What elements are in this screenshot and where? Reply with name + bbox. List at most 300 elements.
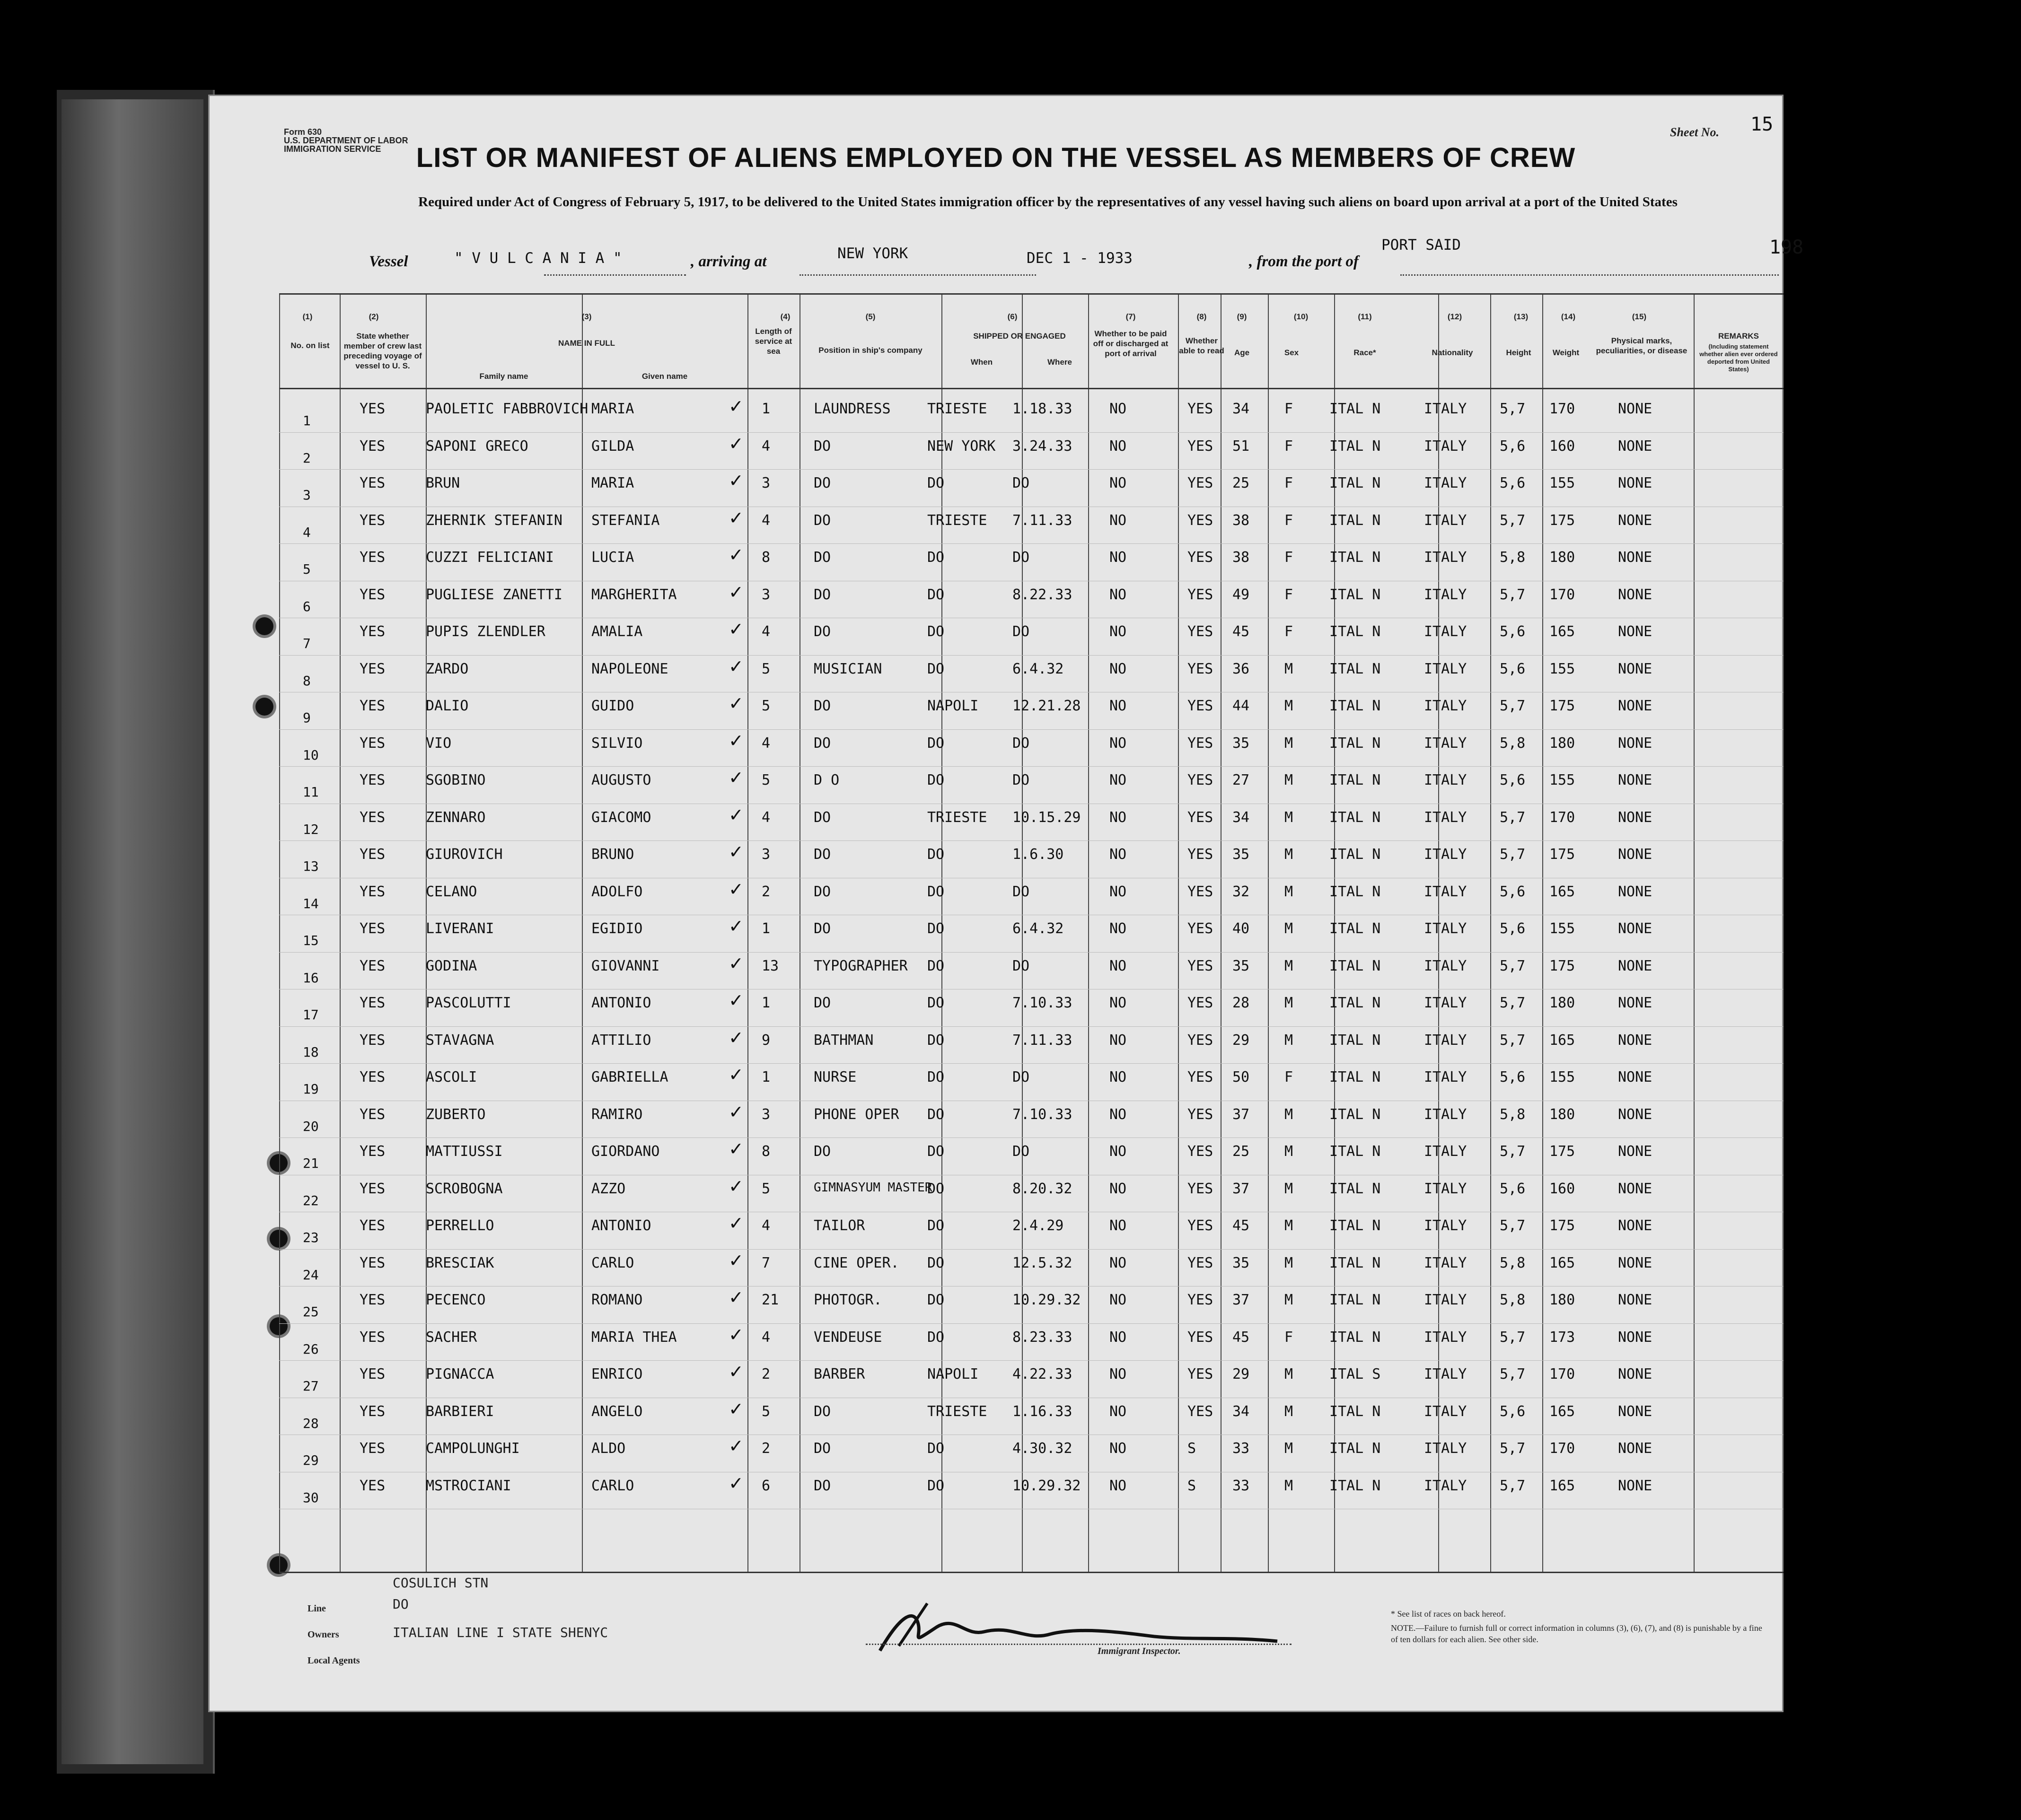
cell-age: 50 — [1232, 1069, 1250, 1085]
cell-prev: YES — [360, 1180, 386, 1197]
cell-nat: ITALY — [1424, 735, 1467, 752]
row-number: 11 — [303, 784, 319, 800]
sheet-number: 15 — [1750, 114, 1774, 135]
cell-where: DO — [927, 623, 945, 640]
cell-position: DO — [814, 809, 831, 826]
cell-age: 44 — [1232, 698, 1250, 714]
cell-given: MARIA THEA — [591, 1329, 677, 1346]
cell-where: NAPOLI — [927, 1366, 979, 1382]
cell-read: YES — [1187, 586, 1213, 603]
cell-race: ITAL N — [1329, 1069, 1381, 1085]
cell-height: 5,6 — [1500, 920, 1526, 937]
cell-prev: YES — [360, 920, 386, 937]
col-num: (4) — [780, 312, 791, 321]
check-mark: ✓ — [729, 767, 744, 788]
cell-race: ITAL N — [1329, 512, 1381, 529]
cell-sex: M — [1284, 735, 1293, 752]
cell-age: 34 — [1232, 1403, 1250, 1420]
cell-nat: ITALY — [1424, 698, 1467, 714]
back-page-strip — [62, 99, 203, 1764]
cell-height: 5,6 — [1500, 883, 1526, 900]
cell-weight: 180 — [1549, 1106, 1575, 1123]
cell-paid: NO — [1109, 1143, 1127, 1160]
cell-weight: 175 — [1549, 1143, 1575, 1160]
cell-prev: YES — [360, 549, 386, 566]
cell-age: 40 — [1232, 920, 1250, 937]
check-mark: ✓ — [729, 804, 744, 825]
cell-marks: NONE — [1618, 623, 1652, 640]
cell-position: DO — [814, 995, 831, 1011]
cell-family: CUZZI FELICIANI — [426, 549, 554, 566]
cell-given: AMALIA — [591, 623, 643, 640]
cell-weight: 165 — [1549, 1403, 1575, 1420]
cell-when: 10.15.29 — [1012, 809, 1081, 826]
cell-given: RAMIRO — [591, 1106, 643, 1123]
cell-when: 1.18.33 — [1012, 401, 1072, 417]
cell-paid: NO — [1109, 586, 1127, 603]
cell-paid: NO — [1109, 1106, 1127, 1123]
department: U.S. DEPARTMENT OF LABOR — [284, 136, 408, 145]
cell-weight: 160 — [1549, 1180, 1575, 1197]
col-header: When — [970, 358, 993, 367]
cell-when: DO — [1012, 1143, 1030, 1160]
col-header: NAME IN FULL — [558, 339, 615, 348]
check-mark: ✓ — [729, 1361, 744, 1382]
cell-position: DO — [814, 549, 831, 566]
cell-given: LUCIA — [591, 549, 634, 566]
cell-when: DO — [1012, 883, 1030, 900]
cell-prev: YES — [360, 1366, 386, 1382]
cell-sex: F — [1284, 475, 1293, 491]
cell-age: 45 — [1232, 623, 1250, 640]
cell-marks: NONE — [1618, 475, 1652, 491]
col-header: Age — [1234, 348, 1250, 357]
cell-family: GODINA — [426, 957, 477, 974]
arriving-port: NEW YORK — [837, 245, 908, 262]
cell-race: ITAL N — [1329, 957, 1381, 974]
cell-prev: YES — [360, 1477, 386, 1494]
cell-paid: NO — [1109, 512, 1127, 529]
cell-service: 5 — [762, 698, 771, 714]
cell-family: PERRELLO — [426, 1217, 494, 1234]
col-num: (5) — [865, 312, 876, 321]
cell-position: DO — [814, 1440, 831, 1457]
check-mark: ✓ — [729, 1027, 744, 1048]
row-rule — [279, 1063, 1784, 1064]
check-mark: ✓ — [729, 841, 744, 862]
cell-service: 8 — [762, 1143, 771, 1160]
cell-given: MARGHERITA — [591, 586, 677, 603]
cell-when: 7.11.33 — [1012, 512, 1072, 529]
cell-service: 3 — [762, 586, 771, 603]
cell-height: 5,8 — [1500, 735, 1526, 752]
row-number: 2 — [303, 450, 311, 466]
cell-position: MUSICIAN — [814, 660, 882, 677]
cell-service: 1 — [762, 920, 771, 937]
row-number: 9 — [303, 710, 311, 726]
cell-where: DO — [927, 957, 945, 974]
check-mark: ✓ — [729, 1435, 744, 1456]
cell-race: ITAL N — [1329, 1292, 1381, 1308]
col-header: Physical marks, peculiarities, or disease — [1596, 336, 1687, 355]
cell-given: GABRIELLA — [591, 1069, 668, 1085]
cell-nat: ITALY — [1424, 623, 1467, 640]
cell-where: NAPOLI — [927, 698, 979, 714]
cell-prev: YES — [360, 1069, 386, 1085]
row-number: 24 — [303, 1267, 319, 1283]
cell-marks: NONE — [1618, 735, 1652, 752]
cell-sex: M — [1284, 809, 1293, 826]
cell-position: DO — [814, 698, 831, 714]
cell-paid: NO — [1109, 846, 1127, 863]
cell-age: 37 — [1232, 1180, 1250, 1197]
cell-family: SACHER — [426, 1329, 477, 1346]
cell-marks: NONE — [1618, 1106, 1652, 1123]
cell-service: 2 — [762, 1440, 771, 1457]
cell-prev: YES — [360, 772, 386, 788]
cell-marks: NONE — [1618, 846, 1652, 863]
cell-height: 5,7 — [1500, 957, 1526, 974]
col-num: (3) — [581, 312, 592, 321]
cell-when: 8.23.33 — [1012, 1329, 1072, 1346]
cell-family: ZARDO — [426, 660, 469, 677]
cell-paid: NO — [1109, 549, 1127, 566]
cell-given: ANTONIO — [591, 1217, 651, 1234]
cell-given: STEFANIA — [591, 512, 660, 529]
cell-when: 7.11.33 — [1012, 1032, 1072, 1049]
cell-where: DO — [927, 1217, 945, 1234]
cell-height: 5,7 — [1500, 401, 1526, 417]
cell-position: DO — [814, 883, 831, 900]
cell-read: S — [1187, 1440, 1196, 1457]
row-rule — [279, 729, 1784, 730]
cell-where: DO — [927, 1440, 945, 1457]
cell-weight: 155 — [1549, 475, 1575, 491]
cell-read: YES — [1187, 1217, 1213, 1234]
cell-when: 8.22.33 — [1012, 586, 1072, 603]
cell-service: 1 — [762, 401, 771, 417]
cell-read: YES — [1187, 809, 1213, 826]
arrival-date: DEC 1 - 1933 — [1027, 250, 1133, 267]
cell-sex: F — [1284, 549, 1293, 566]
cell-service: 3 — [762, 475, 771, 491]
cell-family: PUGLIESE ZANETTI — [426, 586, 562, 603]
cell-family: BRUN — [426, 475, 460, 491]
arriving-dotline — [800, 274, 1036, 276]
cell-position: DO — [814, 475, 831, 491]
cell-weight: 155 — [1549, 660, 1575, 677]
cell-nat: ITALY — [1424, 1254, 1467, 1271]
cell-family: LIVERANI — [426, 920, 494, 937]
page-subtitle: Required under Act of Congress of February 5, 1917, to be delivered to the United States immigration officer by the representatives of any vessel having such aliens on board upon arrival at a port of the United States — [418, 194, 1678, 210]
cell-age: 38 — [1232, 549, 1250, 566]
cell-race: ITAL N — [1329, 549, 1381, 566]
cell-family: BARBIERI — [426, 1403, 494, 1420]
cell-age: 49 — [1232, 586, 1250, 603]
cell-nat: ITALY — [1424, 1440, 1467, 1457]
cell-when: DO — [1012, 957, 1030, 974]
cell-read: YES — [1187, 1032, 1213, 1049]
cell-prev: YES — [360, 586, 386, 603]
cell-height: 5,7 — [1500, 512, 1526, 529]
cell-race: ITAL N — [1329, 438, 1381, 455]
cell-marks: NONE — [1618, 660, 1652, 677]
page-title: LIST OR MANIFEST OF ALIENS EMPLOYED ON THE VESSEL AS MEMBERS OF CREW — [416, 142, 1576, 173]
cell-age: 45 — [1232, 1329, 1250, 1346]
cell-height: 5,7 — [1500, 1440, 1526, 1457]
col-num: (8) — [1196, 312, 1207, 321]
cell-height: 5,7 — [1500, 1143, 1526, 1160]
cell-sex: F — [1284, 401, 1293, 417]
cell-paid: NO — [1109, 1032, 1127, 1049]
row-rule — [279, 1026, 1784, 1027]
check-mark: ✓ — [729, 990, 744, 1011]
cell-sex: M — [1284, 1440, 1293, 1457]
cell-prev: YES — [360, 1217, 386, 1234]
cell-marks: NONE — [1618, 512, 1652, 529]
cell-race: ITAL N — [1329, 586, 1381, 603]
cell-when: DO — [1012, 772, 1030, 788]
cell-position: D O — [814, 772, 840, 788]
cell-marks: NONE — [1618, 1329, 1652, 1346]
cell-when: 1.6.30 — [1012, 846, 1064, 863]
col-rule — [340, 295, 341, 1572]
cell-height: 5,6 — [1500, 475, 1526, 491]
cell-age: 35 — [1232, 735, 1250, 752]
cell-nat: ITALY — [1424, 660, 1467, 677]
col-header: State whether member of crew last preceding voyage of vessel to U. S. — [343, 332, 422, 370]
row-rule — [279, 840, 1784, 841]
cell-marks: NONE — [1618, 1143, 1652, 1160]
cell-read: YES — [1187, 1254, 1213, 1271]
cell-position: PHOTOGR. — [814, 1292, 882, 1308]
cell-prev: YES — [360, 846, 386, 863]
cell-when: 4.22.33 — [1012, 1366, 1072, 1382]
cell-height: 5,7 — [1500, 698, 1526, 714]
cell-prev: YES — [360, 512, 386, 529]
cell-height: 5,7 — [1500, 809, 1526, 826]
cell-paid: NO — [1109, 1069, 1127, 1085]
cell-read: YES — [1187, 883, 1213, 900]
cell-marks: NONE — [1618, 809, 1652, 826]
cell-weight: 175 — [1549, 957, 1575, 974]
cell-marks: NONE — [1618, 1292, 1652, 1308]
row-rule — [279, 655, 1784, 656]
cell-where: DO — [927, 995, 945, 1011]
cell-family: PIGNACCA — [426, 1366, 494, 1382]
cell-when: 2.4.29 — [1012, 1217, 1064, 1234]
vessel-dotline — [544, 274, 686, 276]
col-header: Height — [1506, 348, 1531, 357]
col-num: (6) — [1007, 312, 1018, 321]
cell-when: 7.10.33 — [1012, 995, 1072, 1011]
col-header: Whether able to read — [1179, 336, 1224, 355]
cell-height: 5,6 — [1500, 623, 1526, 640]
row-rule — [279, 1249, 1784, 1250]
vessel-line — [369, 236, 1804, 274]
cell-when: 6.4.32 — [1012, 660, 1064, 677]
check-mark: ✓ — [729, 1398, 744, 1419]
cell-height: 5,8 — [1500, 549, 1526, 566]
cell-paid: NO — [1109, 660, 1127, 677]
cell-age: 32 — [1232, 883, 1250, 900]
cell-read: YES — [1187, 1403, 1213, 1420]
cell-position: DO — [814, 735, 831, 752]
cell-given: ATTILIO — [591, 1032, 651, 1049]
cell-paid: NO — [1109, 1292, 1127, 1308]
cell-sex: M — [1284, 1477, 1293, 1494]
col-num: (12) — [1447, 312, 1462, 321]
cell-nat: ITALY — [1424, 883, 1467, 900]
cell-when: 4.30.32 — [1012, 1440, 1072, 1457]
cell-family: VIO — [426, 735, 452, 752]
row-number: 1 — [303, 413, 311, 429]
remarks-subheader: (Including statement whether alien ever ordered deported from United States) — [1699, 343, 1778, 373]
cell-paid: NO — [1109, 475, 1127, 491]
cell-when: 3.24.33 — [1012, 438, 1072, 455]
cell-where: DO — [927, 1143, 945, 1160]
cell-read: YES — [1187, 772, 1213, 788]
cell-race: ITAL N — [1329, 846, 1381, 863]
cell-race: ITAL S — [1329, 1366, 1381, 1382]
arriving-label: , arriving at — [691, 253, 767, 270]
col-rule — [582, 295, 583, 1572]
cell-age: 35 — [1232, 846, 1250, 863]
row-number: 23 — [303, 1230, 319, 1245]
cell-family: CELANO — [426, 883, 477, 900]
cell-family: ZUBERTO — [426, 1106, 486, 1123]
cell-paid: NO — [1109, 1477, 1127, 1494]
col-header: Given name — [641, 372, 688, 381]
cell-service: 5 — [762, 1180, 771, 1197]
check-mark: ✓ — [729, 1287, 744, 1308]
cell-position: NURSE — [814, 1069, 857, 1085]
cell-service: 3 — [762, 1106, 771, 1123]
cell-race: ITAL N — [1329, 809, 1381, 826]
cell-position: DO — [814, 1143, 831, 1160]
cell-where: DO — [927, 1329, 945, 1346]
row-number: 5 — [303, 561, 311, 577]
cell-family: STAVAGNA — [426, 1032, 494, 1049]
cell-sex: M — [1284, 1143, 1293, 1160]
cell-weight: 165 — [1549, 623, 1575, 640]
cell-position: DO — [814, 623, 831, 640]
cell-family: MSTROCIANI — [426, 1477, 511, 1494]
cell-nat: ITALY — [1424, 995, 1467, 1011]
cell-weight: 173 — [1549, 1329, 1575, 1346]
cell-family: PUPIS ZLENDLER — [426, 623, 545, 640]
row-number: 19 — [303, 1081, 319, 1097]
cell-position: DO — [814, 438, 831, 455]
cell-position: DO — [814, 846, 831, 863]
cell-when: 12.21.28 — [1012, 698, 1081, 714]
col-header: Race* — [1353, 348, 1376, 357]
cell-where: DO — [927, 549, 945, 566]
cell-prev: YES — [360, 883, 386, 900]
cell-read: YES — [1187, 957, 1213, 974]
row-rule — [279, 469, 1784, 470]
cell-read: YES — [1187, 549, 1213, 566]
cell-nat: ITALY — [1424, 401, 1467, 417]
cell-height: 5,6 — [1500, 1069, 1526, 1085]
cell-given: MARIA — [591, 401, 634, 417]
cell-family: GIUROVICH — [426, 846, 503, 863]
cell-marks: NONE — [1618, 957, 1652, 974]
cell-paid: NO — [1109, 1180, 1127, 1197]
cell-race: ITAL N — [1329, 920, 1381, 937]
cell-sex: F — [1284, 512, 1293, 529]
cell-age: 45 — [1232, 1217, 1250, 1234]
inspector-dotline — [866, 1644, 1292, 1645]
cell-read: YES — [1187, 920, 1213, 937]
col-rule — [279, 295, 280, 1572]
cell-read: YES — [1187, 1180, 1213, 1197]
cell-service: 4 — [762, 1329, 771, 1346]
cell-paid: NO — [1109, 623, 1127, 640]
cell-age: 35 — [1232, 957, 1250, 974]
row-number: 13 — [303, 858, 319, 874]
cell-paid: NO — [1109, 883, 1127, 900]
cell-height: 5,8 — [1500, 1292, 1526, 1308]
row-number: 4 — [303, 524, 311, 540]
cell-weight: 155 — [1549, 772, 1575, 788]
cell-service: 7 — [762, 1254, 771, 1271]
cell-height: 5,8 — [1500, 1254, 1526, 1271]
cell-where: DO — [927, 920, 945, 937]
cell-family: SAPONI GRECO — [426, 438, 528, 455]
cell-family: DALIO — [426, 698, 469, 714]
row-number: 10 — [303, 747, 319, 763]
cell-position: VENDEUSE — [814, 1329, 882, 1346]
cell-when: DO — [1012, 623, 1030, 640]
cell-nat: ITALY — [1424, 549, 1467, 566]
cell-nat: ITALY — [1424, 772, 1467, 788]
cell-nat: ITALY — [1424, 1329, 1467, 1346]
cell-given: ENRICO — [591, 1366, 643, 1382]
cell-prev: YES — [360, 1292, 386, 1308]
cell-where: DO — [927, 1032, 945, 1049]
cell-where: DO — [927, 772, 945, 788]
row-rule — [279, 1323, 1784, 1324]
cell-marks: NONE — [1618, 772, 1652, 788]
cell-age: 27 — [1232, 772, 1250, 788]
cell-nat: ITALY — [1424, 1069, 1467, 1085]
check-mark: ✓ — [729, 1250, 744, 1271]
cell-marks: NONE — [1618, 438, 1652, 455]
cell-nat: ITALY — [1424, 586, 1467, 603]
cell-weight: 180 — [1549, 735, 1575, 752]
col-header: Length of service at sea — [755, 327, 792, 356]
cell-race: ITAL N — [1329, 401, 1381, 417]
form-number: Form 630 — [284, 127, 322, 137]
cell-read: YES — [1187, 735, 1213, 752]
cell-race: ITAL N — [1329, 883, 1381, 900]
row-number: 17 — [303, 1007, 319, 1023]
row-number: 6 — [303, 598, 311, 614]
cell-service: 6 — [762, 1477, 771, 1494]
cell-marks: NONE — [1618, 1254, 1652, 1271]
from-label: , from the port of — [1249, 253, 1359, 270]
cell-where: DO — [927, 660, 945, 677]
cell-given: CARLO — [591, 1477, 634, 1494]
cell-weight: 165 — [1549, 1032, 1575, 1049]
cell-marks: NONE — [1618, 698, 1652, 714]
cell-when: 10.29.32 — [1012, 1292, 1081, 1308]
cell-where: DO — [927, 586, 945, 603]
col-num: (2) — [369, 312, 379, 321]
cell-position: DO — [814, 1477, 831, 1494]
cell-age: 34 — [1232, 809, 1250, 826]
